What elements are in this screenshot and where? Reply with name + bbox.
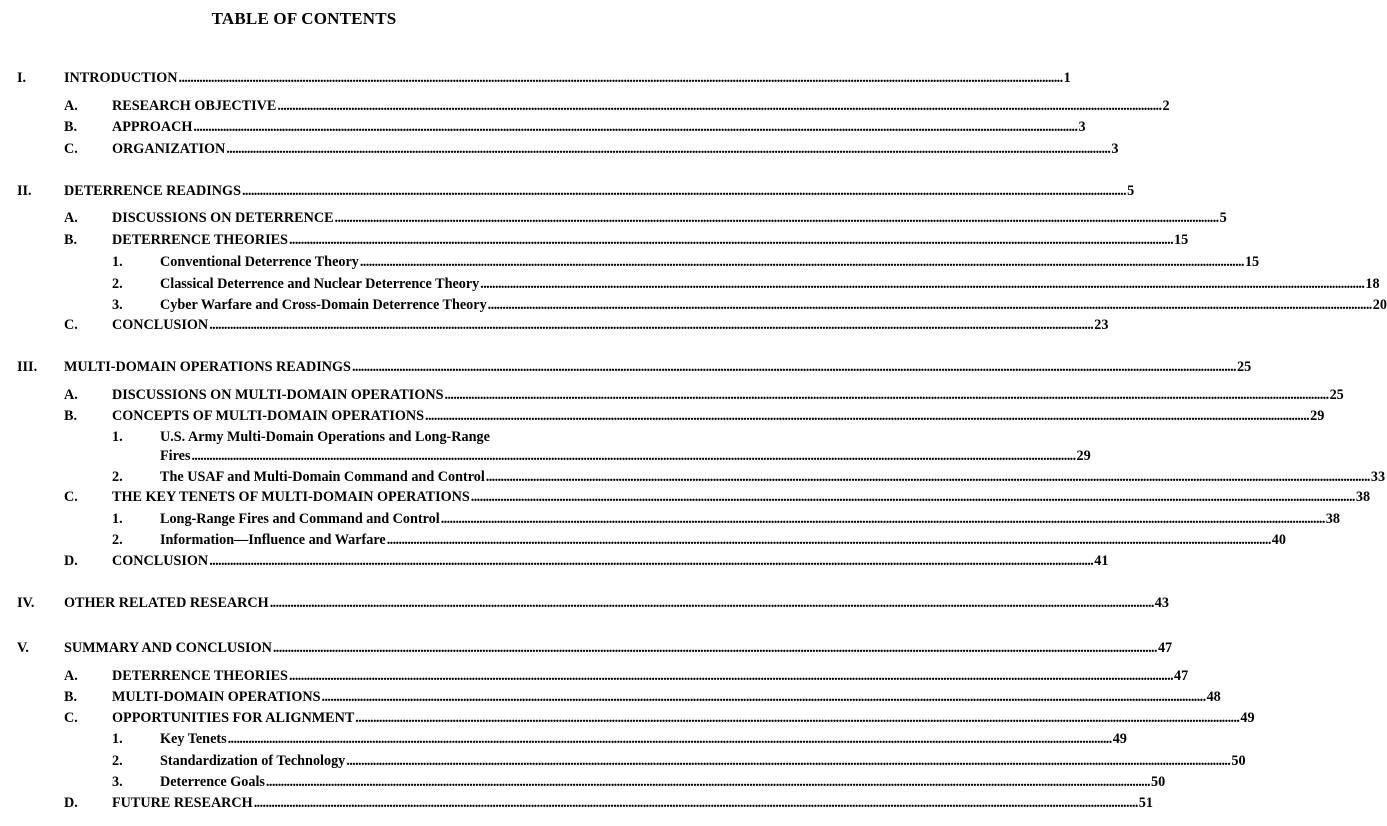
toc-entry[interactable] (112, 511, 1340, 528)
toc-entry-title: ORGANIZATION (112, 141, 226, 157)
toc-entry[interactable] (64, 119, 1086, 136)
toc-entry-title: OTHER RELATED RESEARCH (64, 595, 269, 611)
toc-entry-page: 1 (1063, 70, 1071, 86)
toc-entry-title: Classical Deterrence and Nuclear Deterrence Theory (160, 276, 480, 292)
toc-entry-title: MULTI-DOMAIN OPERATIONS READINGS (64, 359, 351, 375)
toc-entry-title: The USAF and Multi-Domain Command and Control (160, 469, 485, 485)
toc-entry-page: 3 (1078, 119, 1086, 135)
dot-leader: ............................................................................................................................................................................................................................................................................................................ (440, 511, 1325, 527)
toc-entry-number: 1. (112, 731, 123, 747)
dot-leader: ............................................................................................................................................................................................................................................................................................................ (272, 640, 1157, 656)
toc-entry-page: 5 (1127, 183, 1135, 199)
toc-entry-page: 25 (1329, 387, 1344, 403)
toc-entry-title: THE KEY TENETS OF MULTI-DOMAIN OPERATIONS (112, 489, 470, 505)
dot-leader: ............................................................................................................................................................................................................................................................................................................ (288, 668, 1174, 684)
toc-entry-title: DISCUSSIONS ON MULTI-DOMAIN OPERATIONS (112, 387, 444, 403)
dot-leader: ............................................................................................................................................................................................................................................................................................................ (470, 489, 1355, 505)
toc-entry[interactable] (64, 98, 1170, 115)
toc-entry-page: 33 (1370, 469, 1386, 485)
toc-entry[interactable] (112, 753, 1246, 770)
toc-entry-title: MULTI-DOMAIN OPERATIONS (112, 689, 321, 705)
dot-leader: ............................................................................................................................................................................................................................................................................................................ (193, 119, 1078, 135)
dot-leader: ............................................................................................................................................................................................................................................................................................................ (269, 595, 1154, 611)
toc-entry-page: 38 (1355, 489, 1371, 505)
toc-entry[interactable] (17, 183, 1135, 200)
toc-entry-title: Long-Range Fires and Command and Control (160, 511, 440, 527)
toc-entry-page: 38 (1325, 511, 1340, 527)
toc-entry-number: A. (64, 668, 78, 684)
toc-entry-title: DETERRENCE READINGS (64, 183, 241, 199)
toc-entry[interactable] (64, 553, 1109, 570)
toc-entry[interactable] (17, 595, 1169, 612)
toc-entry-page: 5 (1219, 210, 1227, 226)
toc-entry-number: 3. (112, 774, 123, 790)
toc-entry-number: A. (64, 210, 78, 226)
toc-entry[interactable] (64, 489, 1371, 506)
dot-leader: ............................................................................................................................................................................................................................................................................................................ (425, 408, 1310, 424)
dot-leader: ............................................................................................................................................................................................................................................................................................................ (209, 553, 1094, 569)
toc-entry-number: C. (64, 141, 78, 157)
toc-entry-page: 15 (1244, 254, 1260, 270)
toc-entry[interactable] (64, 387, 1344, 404)
toc-entry-title: CONCLUSION (112, 317, 209, 333)
toc-entry-number: 2. (112, 276, 123, 292)
toc-entry[interactable] (64, 710, 1255, 727)
toc-entry[interactable] (112, 532, 1286, 549)
dot-leader: ............................................................................................................................................................................................................................................................................................................ (226, 141, 1111, 157)
toc-entry[interactable] (112, 774, 1166, 791)
toc-entry-page: 2 (1162, 98, 1170, 114)
toc-entry[interactable] (112, 731, 1127, 748)
toc-entry-page: 50 (1151, 774, 1166, 790)
page-title: TABLE OF CONTENTS (211, 9, 397, 28)
dot-leader: ............................................................................................................................................................................................................................................................................................................ (321, 689, 1206, 705)
toc-entry-title: Key Tenets (160, 731, 227, 747)
toc-entry-page: 43 (1154, 595, 1169, 611)
toc-entry-title: DETERRENCE THEORIES (112, 232, 288, 248)
toc-entry-number: B. (64, 232, 78, 248)
toc-entry-title: Cyber Warfare and Cross-Domain Deterrence Theory (160, 297, 487, 313)
toc-entry-page: 50 (1231, 753, 1246, 769)
dot-leader: ............................................................................................................................................................................................................................................................................................................ (253, 795, 1138, 811)
dot-leader: ............................................................................................................................................................................................................................................................................................................ (277, 98, 1162, 114)
toc-entry-title: OPPORTUNITIES FOR ALIGNMENT (112, 710, 355, 726)
toc-entry-title: DETERRENCE THEORIES (112, 668, 288, 684)
toc-entry-title: U.S. Army Multi-Domain Operations and Long-Range (160, 429, 490, 445)
dot-leader: ............................................................................................................................................................................................................................................................................................................ (265, 774, 1150, 790)
toc-entry-page: 41 (1094, 553, 1109, 569)
toc-entry-page: 47 (1174, 668, 1189, 684)
toc-entry-page: 3 (1111, 141, 1119, 157)
toc-entry-title: FUTURE RESEARCH (112, 795, 253, 811)
dot-leader: ............................................................................................................................................................................................................................................................................................................ (288, 232, 1174, 248)
toc-entry[interactable] (160, 448, 1091, 465)
toc-entry[interactable] (64, 141, 1119, 158)
toc-entry-number: C. (64, 489, 78, 505)
toc-entry-number: V. (17, 640, 29, 656)
toc-entry-number: D. (64, 795, 78, 811)
dot-leader: ............................................................................................................................................................................................................................................................................................................ (480, 276, 1365, 292)
dot-leader: ............................................................................................................................................................................................................................................................................................................ (351, 359, 1237, 375)
toc-entry-title: Deterrence Goals (160, 774, 265, 790)
dot-leader: ............................................................................................................................................................................................................................................................................................................ (209, 317, 1094, 333)
toc-entry-page: 48 (1206, 689, 1221, 705)
toc-entry-title: SUMMARY AND CONCLUSION (64, 640, 272, 656)
toc-entry[interactable] (17, 70, 1071, 87)
toc-entry-page: 23 (1094, 317, 1109, 333)
toc-entry-number: IV. (17, 595, 35, 611)
toc-entry-title: Information—Influence and Warfare (160, 532, 386, 548)
toc-entry-number: 1. (112, 254, 123, 270)
dot-leader: ............................................................................................................................................................................................................................................................................................................ (355, 710, 1240, 726)
toc-entry-number: B. (64, 119, 78, 135)
toc-entry-title: DISCUSSIONS ON DETERRENCE (112, 210, 334, 226)
toc-entry-number: B. (64, 689, 78, 705)
dot-leader: ............................................................................................................................................................................................................................................................................................................ (386, 532, 1271, 548)
toc-entry-number: I. (17, 70, 27, 86)
dot-leader: ............................................................................................................................................................................................................................................................................................................ (241, 183, 1127, 199)
toc-entry-title: CONCEPTS OF MULTI-DOMAIN OPERATIONS (112, 408, 425, 424)
dot-leader: ............................................................................................................................................................................................................................................................................................................ (444, 387, 1329, 403)
toc-entry-page: 40 (1271, 532, 1286, 548)
toc-entry-page: 20 (1372, 297, 1387, 313)
toc-entry-number: 1. (112, 429, 123, 445)
toc-entry-title: Conventional Deterrence Theory (160, 254, 359, 270)
toc-entry-number: A. (64, 387, 78, 403)
toc-entry-number: 2. (112, 753, 123, 769)
toc-entry-number: C. (64, 317, 78, 333)
dot-leader: ............................................................................................................................................................................................................................................................................................................ (346, 753, 1231, 769)
toc-entry-page: 51 (1138, 795, 1153, 811)
toc-entry-number: B. (64, 408, 78, 424)
toc-entry[interactable] (112, 469, 1386, 486)
toc-entry-title: INTRODUCTION (64, 70, 178, 86)
toc-entry-page: 29 (1076, 448, 1091, 464)
toc-entry-page: 18 (1365, 276, 1380, 292)
toc-entry-number: D. (64, 553, 78, 569)
toc-entry-title: Fires (160, 448, 191, 464)
toc-entry-title: CONCLUSION (112, 553, 209, 569)
dot-leader: ............................................................................................................................................................................................................................................................................................................ (191, 448, 1076, 464)
toc-entry[interactable] (112, 254, 1260, 271)
toc-entry-page: 15 (1174, 232, 1189, 248)
toc-entry-number: III. (17, 359, 38, 375)
dot-leader: ............................................................................................................................................................................................................................................................................................................ (485, 469, 1370, 485)
toc-entry-number: A. (64, 98, 78, 114)
toc-entry[interactable] (112, 276, 1380, 293)
toc-entry-number: II. (17, 183, 32, 199)
dot-leader: ............................................................................................................................................................................................................................................................................................................ (359, 254, 1244, 270)
toc-entry-page: 25 (1237, 359, 1252, 375)
dot-leader: ............................................................................................................................................................................................................................................................................................................ (178, 70, 1063, 86)
toc-entry-number: 2. (112, 469, 123, 485)
toc-entry-number: C. (64, 710, 78, 726)
toc-entry-title: APPROACH (112, 119, 193, 135)
dot-leader: ............................................................................................................................................................................................................................................................................................................ (334, 210, 1219, 226)
toc-entry[interactable] (17, 640, 1173, 657)
toc-entry[interactable] (64, 408, 1325, 425)
dot-leader: ............................................................................................................................................................................................................................................................................................................ (227, 731, 1112, 747)
toc-entry[interactable] (64, 689, 1221, 706)
toc-entry-page: 49 (1112, 731, 1127, 747)
toc-entry-page: 47 (1157, 640, 1173, 656)
toc-entry[interactable] (64, 795, 1153, 812)
toc-entry-page: 29 (1310, 408, 1325, 424)
toc-entry[interactable] (112, 297, 1387, 314)
toc-entry-title: RESEARCH OBJECTIVE (112, 98, 277, 114)
dot-leader: ............................................................................................................................................................................................................................................................................................................ (487, 297, 1372, 313)
toc-entry[interactable] (64, 232, 1189, 249)
toc-entry-title: Standardization of Technology (160, 753, 346, 769)
toc-entry-number: 2. (112, 532, 123, 548)
toc-entry[interactable] (64, 668, 1189, 685)
toc-entry[interactable] (17, 359, 1252, 376)
toc-entry[interactable] (64, 210, 1227, 227)
toc-entry-number: 3. (112, 297, 123, 313)
toc-entry[interactable] (64, 317, 1109, 334)
toc-entry-page: 49 (1240, 710, 1255, 726)
toc-entry-number: 1. (112, 511, 123, 527)
